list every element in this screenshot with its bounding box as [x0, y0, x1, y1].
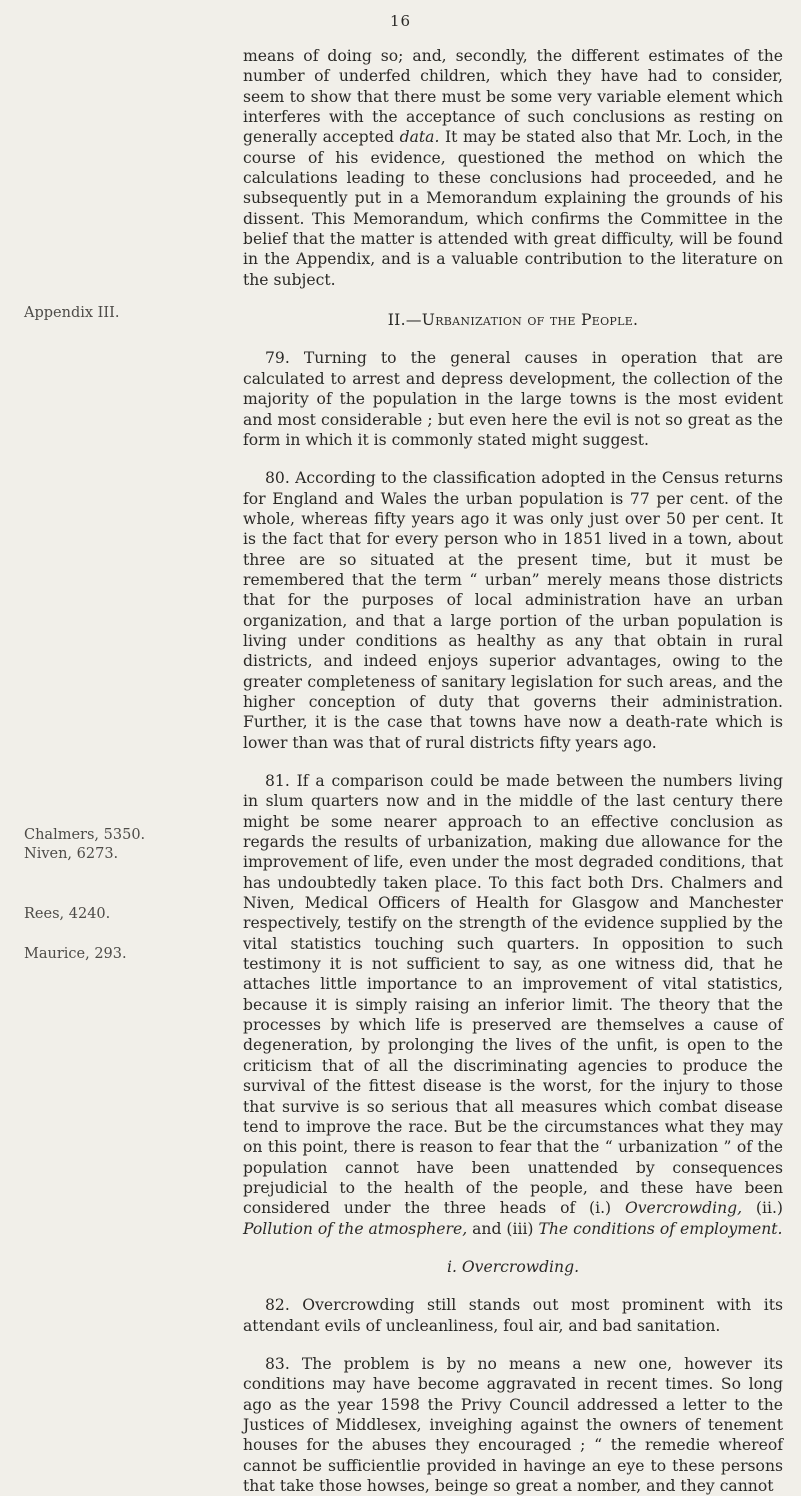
paragraph-80: 80. According to the classification adopted in the Census returns for England and Wales the urban population is 77 per cent. of the whole, whereas fifty years ago it was only just over 50 per cent. It is the fact that for every person who in 1851 lived in a town, about three are so situated at the present time, but it must be remembered that the term “ urban” merely means those districts that for the purposes of local administration have an urban organization, and that a large portion of the urban population is living under conditions as healthy as any that obtain in rural districts, and indeed enjoys superior advantages, owing to the greater completeness of sanitary legislation for such areas, and the higher conception of duty that governs their administration. Further, it is the case that towns have now a death-rate which is lower than was that of rural districts fifty years ago.	[243, 469, 783, 752]
emphasis-data: data.	[399, 128, 440, 147]
paragraph-79: 79. Turning to the general causes in operation that are calculated to arrest and depress development, the collection of the majority of the population in the large towns is the most evident and most considerable ; but even here the evil is not so great as the form in which it is commonly stated might suggest.	[243, 349, 783, 449]
paragraph-81: 81. If a comparison could be made between the numbers living in slum quarters now and in the middle of the last century there might be some nearer approach to an effective conclusion as regards the results of urbanization, making due allowance for the improvement of life, even under the most degraded conditions, that has undoubtedly taken place. To this fact both Drs. Chalmers and Niven, Medical Officers of Health for Glasgow and Manchester respectively, testify on the strength of the evidence supplied by the vital statistics touching such quarters. In opposition to such testimony it is not sufficient to say, as one witness did, that he attaches little importance to an improvement of vital statistics, because it is simply raising an inferior limit. The theory that the processes by which life is preserved are themselves a cause of degeneration, by prolonging the lives of the unfit, is open to the criticism that of all the discriminating agencies to produce the survival of the fittest disease is the worst, for the injury to those that survive is so serious that all measures which combat disease tend to improve the race. But be the circumstances what they may on this point, there is reason to fear that the “ urbanization ” of the population cannot have been unattended by consequences prejudicial to the health of the people, and these have been considered under the three heads of (i.) Overcrowding, (ii.) Pollution of the atmosphere, and (iii) The conditions of employment.	[243, 772, 784, 1238]
continuation-paragraph: means of doing so; and, secondly, the different estimates of the number of underfed children, which they have had to consider, seem to show that there must be some very variable element which interferes with the acceptance of such conclusions as resting on generally accepted data. It may be stated also that Mr. Loch, in the course of his evidence, questioned the method on which the calculations leading to these conclusions had proceeded, and he subsequently put in a Memorandum explaining the grounds of his dissent. This Memorandum, which confirms the Committee in the belief that the matter is attended with great difficulty, will be found in the Appendix, and is a valuable contribution to the literature on the subject.	[243, 47, 783, 289]
page-number: 16	[389, 12, 412, 30]
margin-note-appendix: Appendix III.	[24, 305, 120, 321]
main-text	[243, 46, 783, 1496]
section-heading: II.—Urbanization of the People.	[387, 311, 639, 330]
head-employment: The conditions of employment.	[538, 1219, 783, 1238]
paragraph-83: 83. The problem is by no means a new one, however its conditions may have become aggravated in recent times. So long ago as the year 1598 the Privy Council addressed a letter to the Justices of Middlesex, inveighing against the owners of tenement houses for the abuses they encouraged ; “ the remedie whereof cannot be sufficientlie provided in havinge an eye to these persons that take those howses, beinge so great a nomber, and they cannot	[243, 1354, 783, 1495]
margin-note-chalmers: Chalmers, 5350.	[24, 827, 146, 843]
margin-note-rees: Rees, 4240.	[24, 906, 111, 922]
paragraph-82: 82. Overcrowding still stands out most prominent with its attendant evils of uncleanliness, foul air, and bad sanitation.	[243, 1296, 783, 1335]
head-pollution: Pollution of the atmosphere,	[243, 1219, 468, 1238]
subheading-overcrowding: i. Overcrowding.	[446, 1257, 580, 1276]
margin-note-maurice: Maurice, 293.	[24, 946, 127, 962]
margin-note-niven: Niven, 6273.	[24, 846, 119, 862]
head-overcrowding: Overcrowding,	[624, 1199, 743, 1218]
